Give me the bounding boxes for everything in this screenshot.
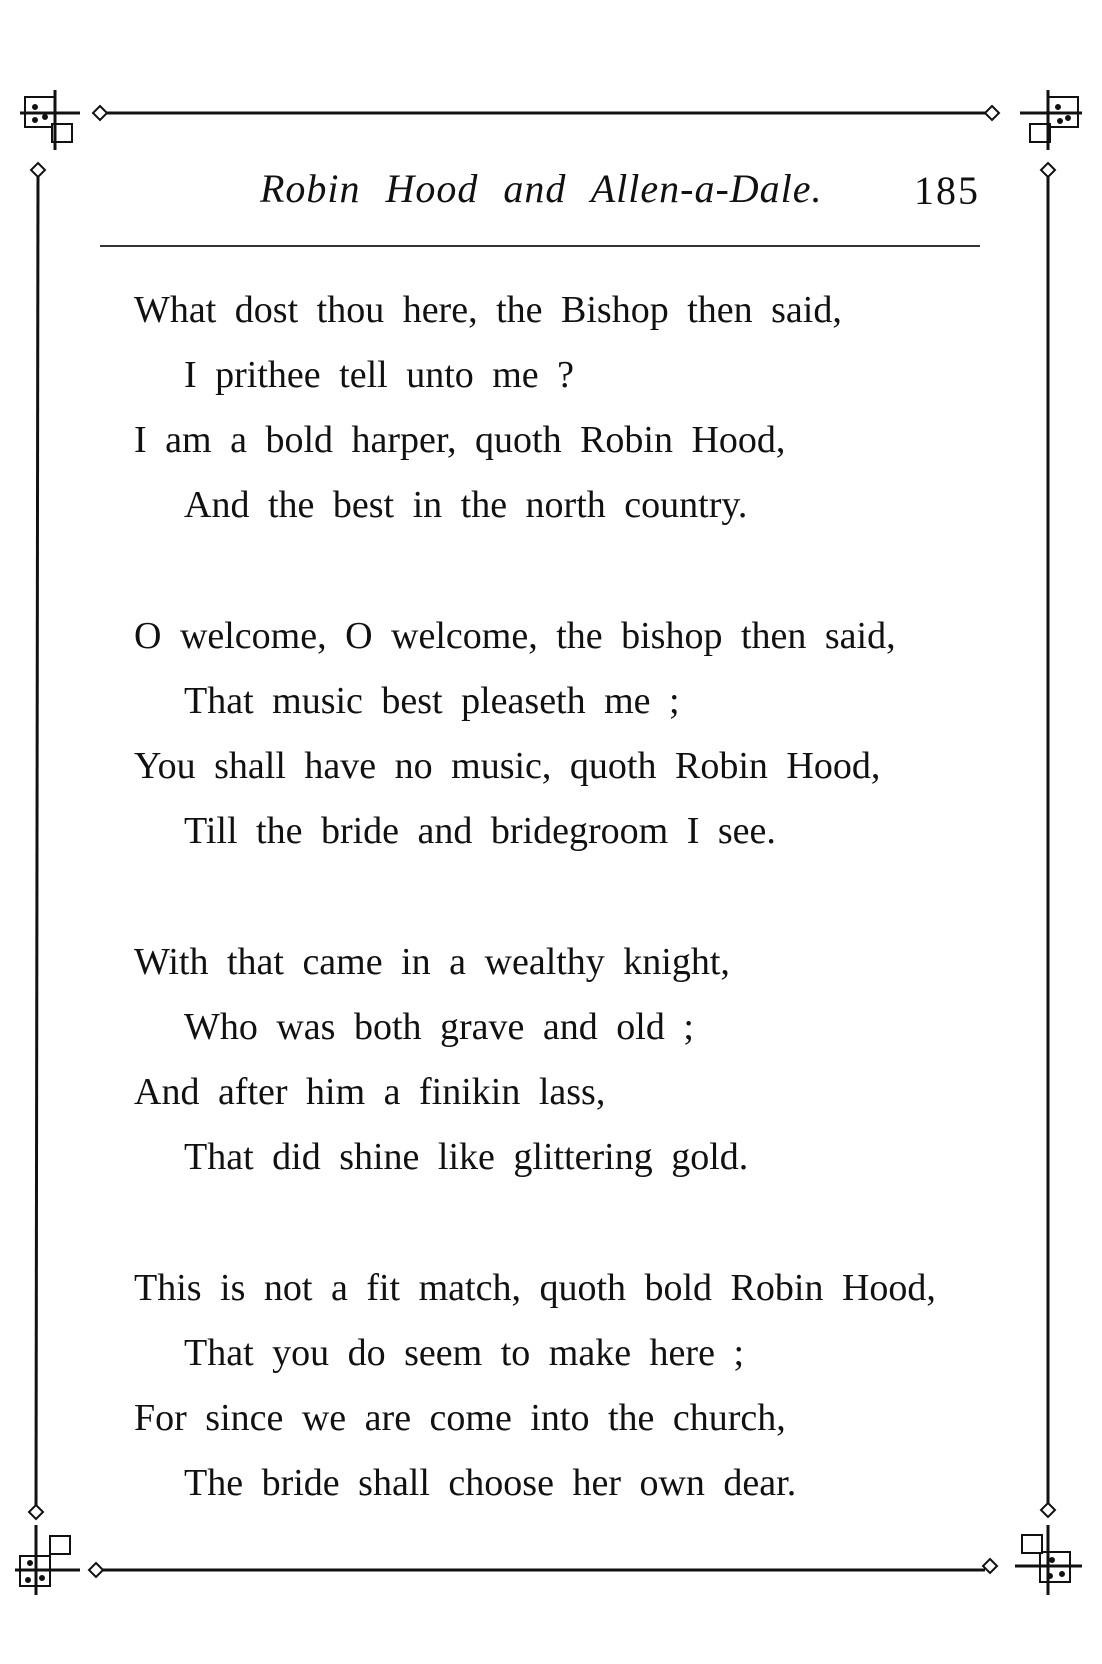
header-rule [100,245,980,247]
verse-line: This is not a fit match, quoth bold Robin Hood, [134,1267,936,1309]
corner-ornament-top-right [985,90,1082,177]
verse-line: The bride shall choose her own dear. [184,1462,797,1504]
verse-line: And the best in the north country. [184,484,748,526]
verse-line: O welcome, O welcome, the bishop then said, [134,615,896,657]
verse-line: And after him a finikin lass, [134,1071,606,1113]
stanza-2 [134,604,994,864]
verse-line: I am a bold harper, quoth Robin Hood, [134,419,786,461]
verse-line: I prithee tell unto me ? [184,354,575,396]
verse-line: What dost thou here, the Bishop then said, [134,289,842,331]
verse-line: Till the bride and bridegroom I see. [184,810,776,852]
verse-line: Who was both grave and old ; [184,1006,694,1048]
poem-body [134,278,994,1582]
corner-ornament-bottom-left [15,1505,103,1595]
running-title: Robin Hood and Allen-a-Dale. [260,166,823,211]
verse-line: That did shine like glittering gold. [184,1136,749,1178]
stanza-1 [134,278,994,538]
running-head [100,165,980,225]
verse-line: You shall have no music, quoth Robin Hood, [134,745,881,787]
verse-line: That you do seem to make here ; [184,1332,745,1374]
corner-ornament-bottom-right [983,1503,1082,1595]
verse-line: With that came in a wealthy knight, [134,941,730,983]
verse-line: For since we are come into the church, [134,1397,786,1439]
stanza-3 [134,930,994,1190]
verse-line: That music best pleaseth me ; [184,680,680,722]
page-number: 185 [914,168,980,213]
stanza-4 [134,1256,994,1516]
corner-ornament-top-left [20,90,107,177]
